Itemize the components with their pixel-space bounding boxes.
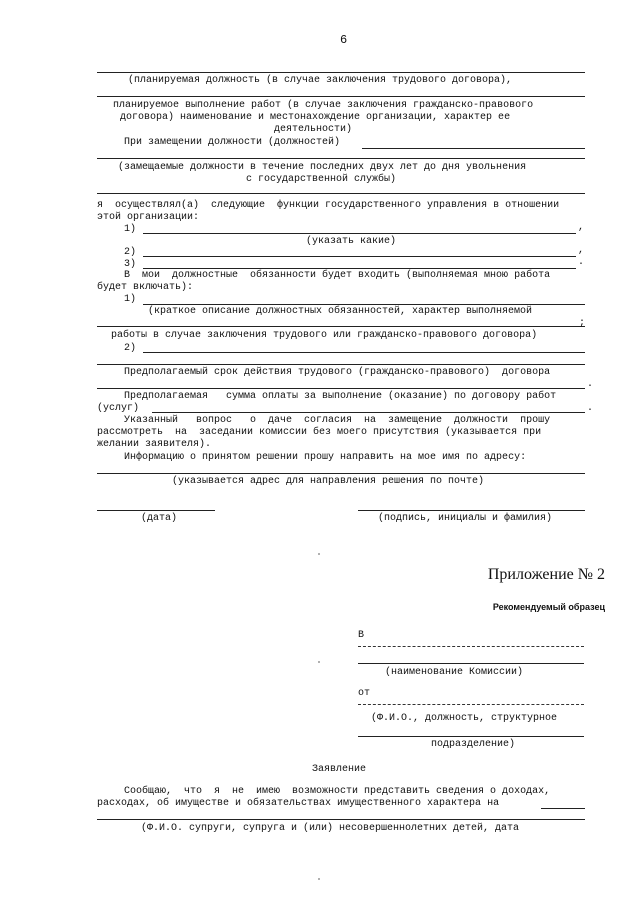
caption-position: (планируемая должность (в случае заключения трудового договора), xyxy=(128,75,513,86)
consider-line-1: Указанный вопрос о даче согласия на замещение должности прошу xyxy=(124,415,551,426)
scan-speck xyxy=(318,878,320,880)
comma: , xyxy=(578,245,585,256)
duties-caption-1: (краткое описание должностных обязанностей, характер выполняемой xyxy=(148,306,533,317)
period: . xyxy=(587,379,594,390)
fill-line xyxy=(97,473,585,474)
commission-caption: (наименование Комиссии) xyxy=(385,667,524,678)
semicolon: ; xyxy=(579,318,586,329)
date-line xyxy=(97,510,215,511)
replaced-label: При замещении должности (должностей) xyxy=(124,137,341,148)
payment-line-2: (услуг) xyxy=(97,403,140,414)
caption-work-1: планируемое выполнение работ (в случае заключения гражданско-правового xyxy=(113,100,534,111)
address-caption: (указывается адрес для направления решения по почте) xyxy=(172,476,485,487)
from-label: от xyxy=(358,688,371,699)
functions-line-2: этой организации: xyxy=(97,212,200,223)
signature-caption: (подпись, инициалы и фамилия) xyxy=(378,513,553,524)
appendix-subtitle: Рекомендуемый образец xyxy=(492,602,605,612)
to-label: В xyxy=(358,630,365,641)
payment-line-1: Предполагаемая сумма оплаты за выполнение (оказание) по договору работ xyxy=(124,391,557,402)
specify-caption: (указать какие) xyxy=(306,236,397,247)
fill-line xyxy=(358,736,584,737)
date-caption: (дата) xyxy=(141,513,178,524)
duties-item-2: 2) xyxy=(124,343,137,354)
statement-title: Заявление xyxy=(312,764,367,775)
body-caption: (Ф.И.О. супруги, супруга и (или) несовершеннолетних детей, дата xyxy=(141,823,520,834)
fill-line xyxy=(97,364,585,365)
fill-line xyxy=(143,233,576,234)
fill-line xyxy=(97,388,585,389)
inform-text: Информацию о принятом решении прошу направить на мое имя по адресу: xyxy=(124,452,527,463)
fill-line xyxy=(362,148,585,149)
term-text: Предполагаемый срок действия трудового (гражданско-правового) договора xyxy=(124,367,551,378)
fill-line xyxy=(143,256,576,257)
dashed-fill-line xyxy=(358,704,584,705)
consider-line-3: желании заявителя). xyxy=(97,439,212,450)
functions-line-1: я осуществлял(а) следующие функции государственного управления в отношении xyxy=(97,200,560,211)
caption-work-2: договора) наименование и местонахождение организации, характер ее xyxy=(120,112,511,123)
caption-work-3: деятельности) xyxy=(274,124,353,135)
body-line-1: Сообщаю, что я не имею возможности представить сведения о доходах, xyxy=(124,786,551,797)
fill-line xyxy=(358,663,584,664)
fill-line xyxy=(143,304,585,305)
duties-line-1: В мои должностные обязанности будет входить (выполняемая мною работа xyxy=(124,270,551,281)
page-number: 6 xyxy=(340,33,348,47)
fill-line xyxy=(97,326,585,327)
dashed-fill-line xyxy=(358,646,584,647)
duties-line-2: будет включать): xyxy=(97,282,194,293)
appendix-title: Приложение № 2 xyxy=(487,566,605,583)
division-caption: подразделение) xyxy=(431,739,516,750)
signature-line xyxy=(358,510,585,511)
period: . xyxy=(587,403,594,414)
fill-line xyxy=(152,412,585,413)
fill-line xyxy=(97,819,585,820)
body-line-2: расходах, об имуществе и обязательствах имущественного характера на xyxy=(97,798,500,809)
replaced-caption-2: с государственной службы) xyxy=(246,174,397,185)
duties-caption-2: работы в случае заключения трудового или гражданско-правового договора) xyxy=(111,330,538,341)
fill-line xyxy=(97,96,585,97)
fill-line xyxy=(97,158,585,159)
item-2: 2) xyxy=(124,247,137,258)
fill-line xyxy=(143,352,585,353)
fill-line xyxy=(97,193,585,194)
fill-line xyxy=(97,72,585,73)
scan-speck xyxy=(318,553,320,555)
fill-line xyxy=(143,268,576,269)
comma: , xyxy=(578,222,585,233)
item-3: 3) xyxy=(124,259,137,270)
replaced-caption-1: (замещаемые должности в течение последних двух лет до дня увольнения xyxy=(118,162,527,173)
fill-line xyxy=(541,808,585,809)
fio-caption: (Ф.И.О., должность, структурное xyxy=(371,713,558,724)
period: . xyxy=(578,257,585,268)
scan-speck xyxy=(318,661,320,663)
duties-item-1: 1) xyxy=(124,294,137,305)
consider-line-2: рассмотреть на заседании комиссии без моего присутствия (указывается при xyxy=(97,427,542,438)
item-1: 1) xyxy=(124,224,137,235)
